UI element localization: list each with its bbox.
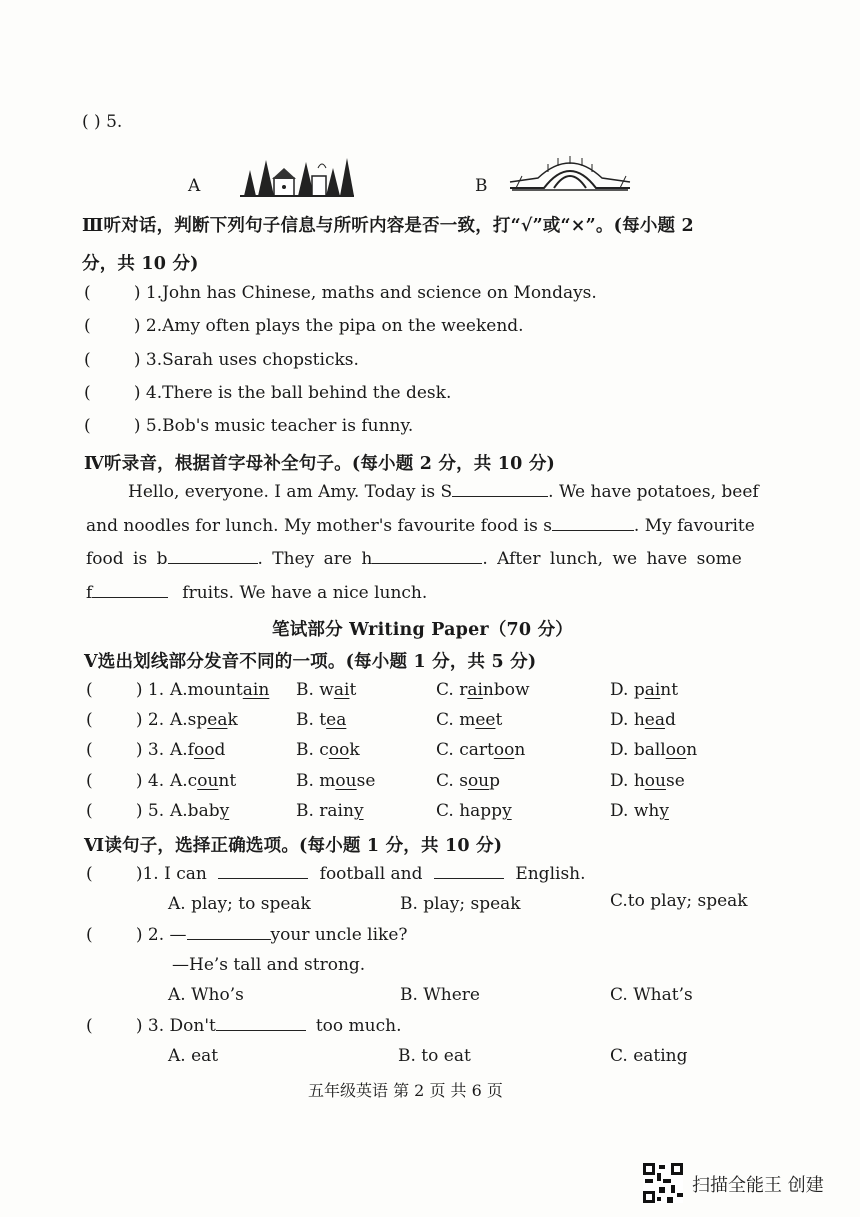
- option-text: d: [214, 740, 226, 760]
- option-text: A.bab: [170, 801, 220, 821]
- sec5-option-c[interactable]: [436, 710, 502, 730]
- option-text: C. s: [436, 771, 468, 791]
- underlined-sound: ou: [197, 771, 219, 791]
- option-text: nt: [218, 771, 237, 791]
- underlined-sound: oo: [493, 740, 515, 760]
- q5-option-a-label: A: [188, 176, 201, 196]
- fill-blank[interactable]: [216, 1016, 306, 1031]
- sec5-row-paren: ( ) 5.: [86, 801, 165, 821]
- underlined-sound: oo: [328, 740, 350, 760]
- q5-option-b-label: B: [475, 176, 488, 196]
- option-text: k: [227, 710, 238, 730]
- fill-blank[interactable]: [218, 864, 308, 879]
- option-text: C. r: [436, 680, 468, 700]
- option-text: k: [349, 740, 360, 760]
- q3-stem-end: too much.: [315, 1016, 402, 1036]
- sec5-option-a[interactable]: [170, 710, 238, 730]
- sec4-text: . My favourite: [633, 516, 755, 536]
- fill-blank[interactable]: [168, 549, 258, 564]
- fill-blank[interactable]: [434, 864, 504, 879]
- sec4-text: . We have potatoes, beef: [548, 482, 759, 502]
- option-text: C. cart: [436, 740, 494, 760]
- sec4-text: f: [86, 583, 93, 603]
- sec4-paragraph-line-2: [86, 516, 755, 536]
- option-text: nt: [660, 680, 679, 700]
- option-text: C. m: [436, 710, 476, 730]
- writing-paper-title: 笔试部分 Writing Paper（70 分）: [272, 620, 573, 640]
- underlined-sound: ou: [467, 771, 490, 791]
- option-text: n: [514, 740, 526, 760]
- underlined-sound: y: [353, 801, 364, 821]
- q2-stem-end: your uncle like?: [270, 925, 408, 945]
- sec5-option-a[interactable]: [170, 680, 269, 700]
- sec6-q3: [86, 1016, 402, 1036]
- underlined-sound: ea: [207, 710, 228, 730]
- option-text: A.f: [170, 740, 194, 760]
- sec6-q1: [86, 864, 586, 884]
- sec4-text: . After lunch, we have some: [482, 549, 742, 569]
- sec6-q2: [86, 925, 408, 945]
- page-footer: 五年级英语 第 2 页 共 6 页: [308, 1081, 503, 1100]
- sec5-option-b[interactable]: [296, 801, 364, 821]
- bridge-picture: [508, 148, 632, 192]
- sec5-row-paren: ( ) 3.: [86, 740, 165, 760]
- underlined-sound: ai: [333, 680, 350, 700]
- underlined-sound: oo: [665, 740, 687, 760]
- option-text: B. t: [296, 710, 327, 730]
- qr-code-icon: [643, 1163, 683, 1203]
- underlined-sound: ain: [242, 680, 270, 700]
- underlined-sound: oo: [193, 740, 215, 760]
- option-text: t: [349, 680, 357, 700]
- option-text: B. c: [296, 740, 329, 760]
- sec4-paragraph-line-3: [86, 549, 742, 569]
- sec6-q1-option-b[interactable]: B. play; speak: [400, 894, 521, 914]
- sec3-item-2: ( ) 2.Amy often plays the pipa on the weekend.: [84, 316, 524, 336]
- sec4-text: and noodles for lunch. My mother's favourite food is s: [86, 516, 552, 536]
- sec5-option-d[interactable]: [610, 710, 676, 730]
- option-text: B. m: [296, 771, 336, 791]
- sec6-q2-option-c[interactable]: C. What’s: [610, 985, 693, 1005]
- sec3-item-1: ( ) 1.John has Chinese, maths and science on Mondays.: [84, 283, 597, 303]
- sec6-q1-option-a[interactable]: A. play; to speak: [168, 894, 311, 914]
- option-text: D. h: [610, 710, 645, 730]
- sec3-item-5: ( ) 5.Bob's music teacher is funny.: [84, 416, 414, 436]
- sec5-option-b[interactable]: [296, 680, 356, 700]
- option-text: A.sp: [170, 710, 208, 730]
- q5-paren: ( ) 5.: [82, 112, 123, 132]
- sec5-option-c[interactable]: [436, 740, 525, 760]
- option-text: B. rain: [296, 801, 354, 821]
- underlined-sound: y: [659, 801, 669, 821]
- q1-stem: ( )1. I can: [86, 864, 207, 884]
- sec6-q3-option-a[interactable]: A. eat: [168, 1046, 219, 1066]
- sec6-q2-option-a[interactable]: A. Who’s: [168, 985, 244, 1005]
- sec6-q3-option-b[interactable]: B. to eat: [398, 1046, 471, 1066]
- underlined-sound: y: [502, 801, 512, 821]
- underlined-sound: ee: [475, 710, 496, 730]
- option-text: D. ball: [610, 740, 666, 760]
- sec4-text: food is b: [86, 549, 168, 569]
- fill-blank[interactable]: [92, 583, 168, 598]
- sec6-q1-option-c[interactable]: C.to play; speak: [610, 891, 748, 911]
- section-6-title: Ⅵ读句子，选择正确选项。(每小题 1 分，共 10 分): [84, 836, 503, 856]
- fill-blank[interactable]: [372, 549, 482, 564]
- q2-stem: ( ) 2. —: [86, 925, 187, 945]
- sec3-item-3: ( ) 3.Sarah uses chopsticks.: [84, 350, 359, 370]
- option-text: A.c: [170, 771, 198, 791]
- sec4-text: fruits. We have a nice lunch.: [182, 583, 428, 603]
- sec4-paragraph-line-1: [128, 482, 759, 502]
- sec4-text: . They are h: [257, 549, 373, 569]
- sec5-option-c[interactable]: [436, 680, 530, 700]
- option-text: nbow: [482, 680, 530, 700]
- fill-blank[interactable]: [452, 482, 548, 497]
- section-5-title: Ⅴ选出划线部分发音不同的一项。(每小题 1 分，共 5 分): [84, 652, 537, 672]
- sec5-option-b[interactable]: [296, 771, 375, 791]
- sec5-option-d[interactable]: [610, 740, 697, 760]
- sec5-option-a[interactable]: [170, 771, 236, 791]
- sec6-q2-answer: —He’s tall and strong.: [172, 955, 366, 975]
- sec6-q2-option-b[interactable]: B. Where: [400, 985, 480, 1005]
- fill-blank[interactable]: [552, 516, 634, 531]
- underlined-sound: ai: [467, 680, 483, 700]
- sec5-option-a[interactable]: [170, 801, 229, 821]
- sec4-paragraph-line-4: [86, 583, 427, 603]
- sec5-option-b[interactable]: [296, 710, 346, 730]
- q1-stem-end: English.: [515, 864, 586, 884]
- option-text: se: [356, 771, 376, 791]
- underlined-sound: ea: [644, 710, 665, 730]
- option-text: t: [495, 710, 503, 730]
- option-text: D. p: [610, 680, 645, 700]
- scanner-watermark: 扫描全能王 创建: [692, 1175, 824, 1196]
- sec6-q3-option-c[interactable]: C. eating: [610, 1046, 688, 1066]
- sec5-option-d[interactable]: [610, 801, 669, 821]
- sec4-text: Hello, everyone. I am Amy. Today is S: [128, 482, 453, 502]
- option-text: p: [489, 771, 501, 791]
- sec5-option-c[interactable]: [436, 801, 512, 821]
- sec3-item-4: ( ) 4.There is the ball behind the desk.: [84, 383, 452, 403]
- underlined-sound: ou: [335, 771, 357, 791]
- sec5-option-d[interactable]: [610, 680, 678, 700]
- sec5-option-a[interactable]: [170, 740, 225, 760]
- sec5-row-paren: ( ) 1.: [86, 680, 165, 700]
- option-text: d: [664, 710, 676, 730]
- section-4-title: Ⅳ听录音，根据首字母补全句子。(每小题 2 分，共 10 分): [84, 454, 556, 474]
- underlined-sound: ai: [644, 680, 661, 700]
- option-text: n: [686, 740, 698, 760]
- q1-stem-mid: football and: [319, 864, 423, 884]
- underlined-sound: ea: [326, 710, 347, 730]
- option-text: se: [665, 771, 685, 791]
- fill-blank[interactable]: [187, 925, 271, 940]
- option-text: D. h: [610, 771, 645, 791]
- sec5-option-c[interactable]: [436, 771, 500, 791]
- sec5-option-d[interactable]: [610, 771, 685, 791]
- sec5-option-b[interactable]: [296, 740, 360, 760]
- forest-village-picture: [236, 148, 358, 200]
- section-3-title-cont: 分，共 10 分): [82, 254, 199, 274]
- underlined-sound: y: [219, 801, 230, 821]
- sec5-row-paren: ( ) 2.: [86, 710, 165, 730]
- q3-stem: ( ) 3. Don't: [86, 1016, 216, 1036]
- option-text: B. w: [296, 680, 334, 700]
- option-text: C. happ: [436, 801, 503, 821]
- section-3-title: Ⅲ听对话，判断下列句子信息与所听内容是否一致，打“√”或“×”。(每小题 2: [82, 216, 694, 236]
- underlined-sound: ou: [644, 771, 666, 791]
- option-text: A.mount: [170, 680, 243, 700]
- option-text: D. wh: [610, 801, 660, 821]
- sec5-row-paren: ( ) 4.: [86, 771, 165, 791]
